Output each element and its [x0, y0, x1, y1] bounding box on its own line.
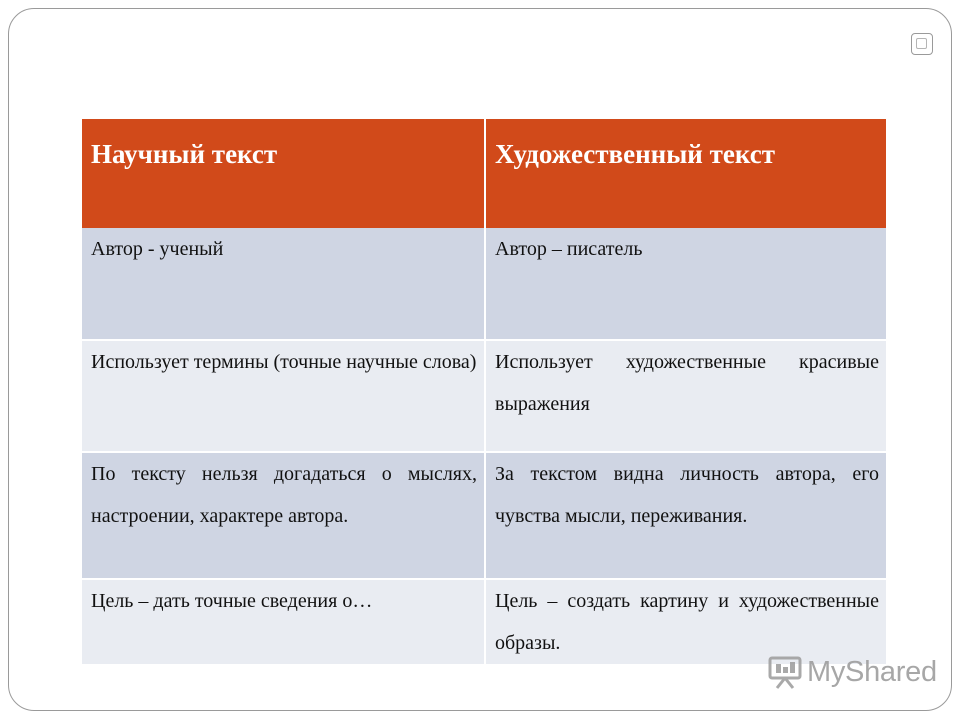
header-scientific-text: Научный текст	[82, 119, 485, 228]
table-row	[82, 452, 886, 579]
table-row	[82, 340, 886, 452]
table-cell: Использует художественные красивые выражения	[485, 340, 886, 452]
table-cell: Цель – дать точные сведения о…	[82, 579, 485, 664]
presentation-board-icon	[767, 655, 803, 689]
watermark-text: MyShared	[807, 655, 937, 688]
slide-corner-icon	[911, 33, 933, 55]
table-row	[82, 228, 886, 340]
header-artistic-text: Художественный текст	[485, 119, 886, 228]
table-header-row	[82, 119, 886, 228]
table-cell: За текстом видна личность автора, его чувства мысли, переживания.	[485, 452, 886, 579]
table-row	[82, 579, 886, 664]
table-cell: По тексту нельзя догадаться о мыслях, настроении, характере автора.	[82, 452, 485, 579]
myshared-watermark	[767, 655, 937, 689]
table-cell: Автор – писатель	[485, 228, 886, 340]
comparison-table	[82, 119, 886, 664]
table-cell: Автор - ученый	[82, 228, 485, 340]
table-cell: Цель – создать картину и художественные образы.	[485, 579, 886, 664]
table-cell: Использует термины (точные научные слова)	[82, 340, 485, 452]
